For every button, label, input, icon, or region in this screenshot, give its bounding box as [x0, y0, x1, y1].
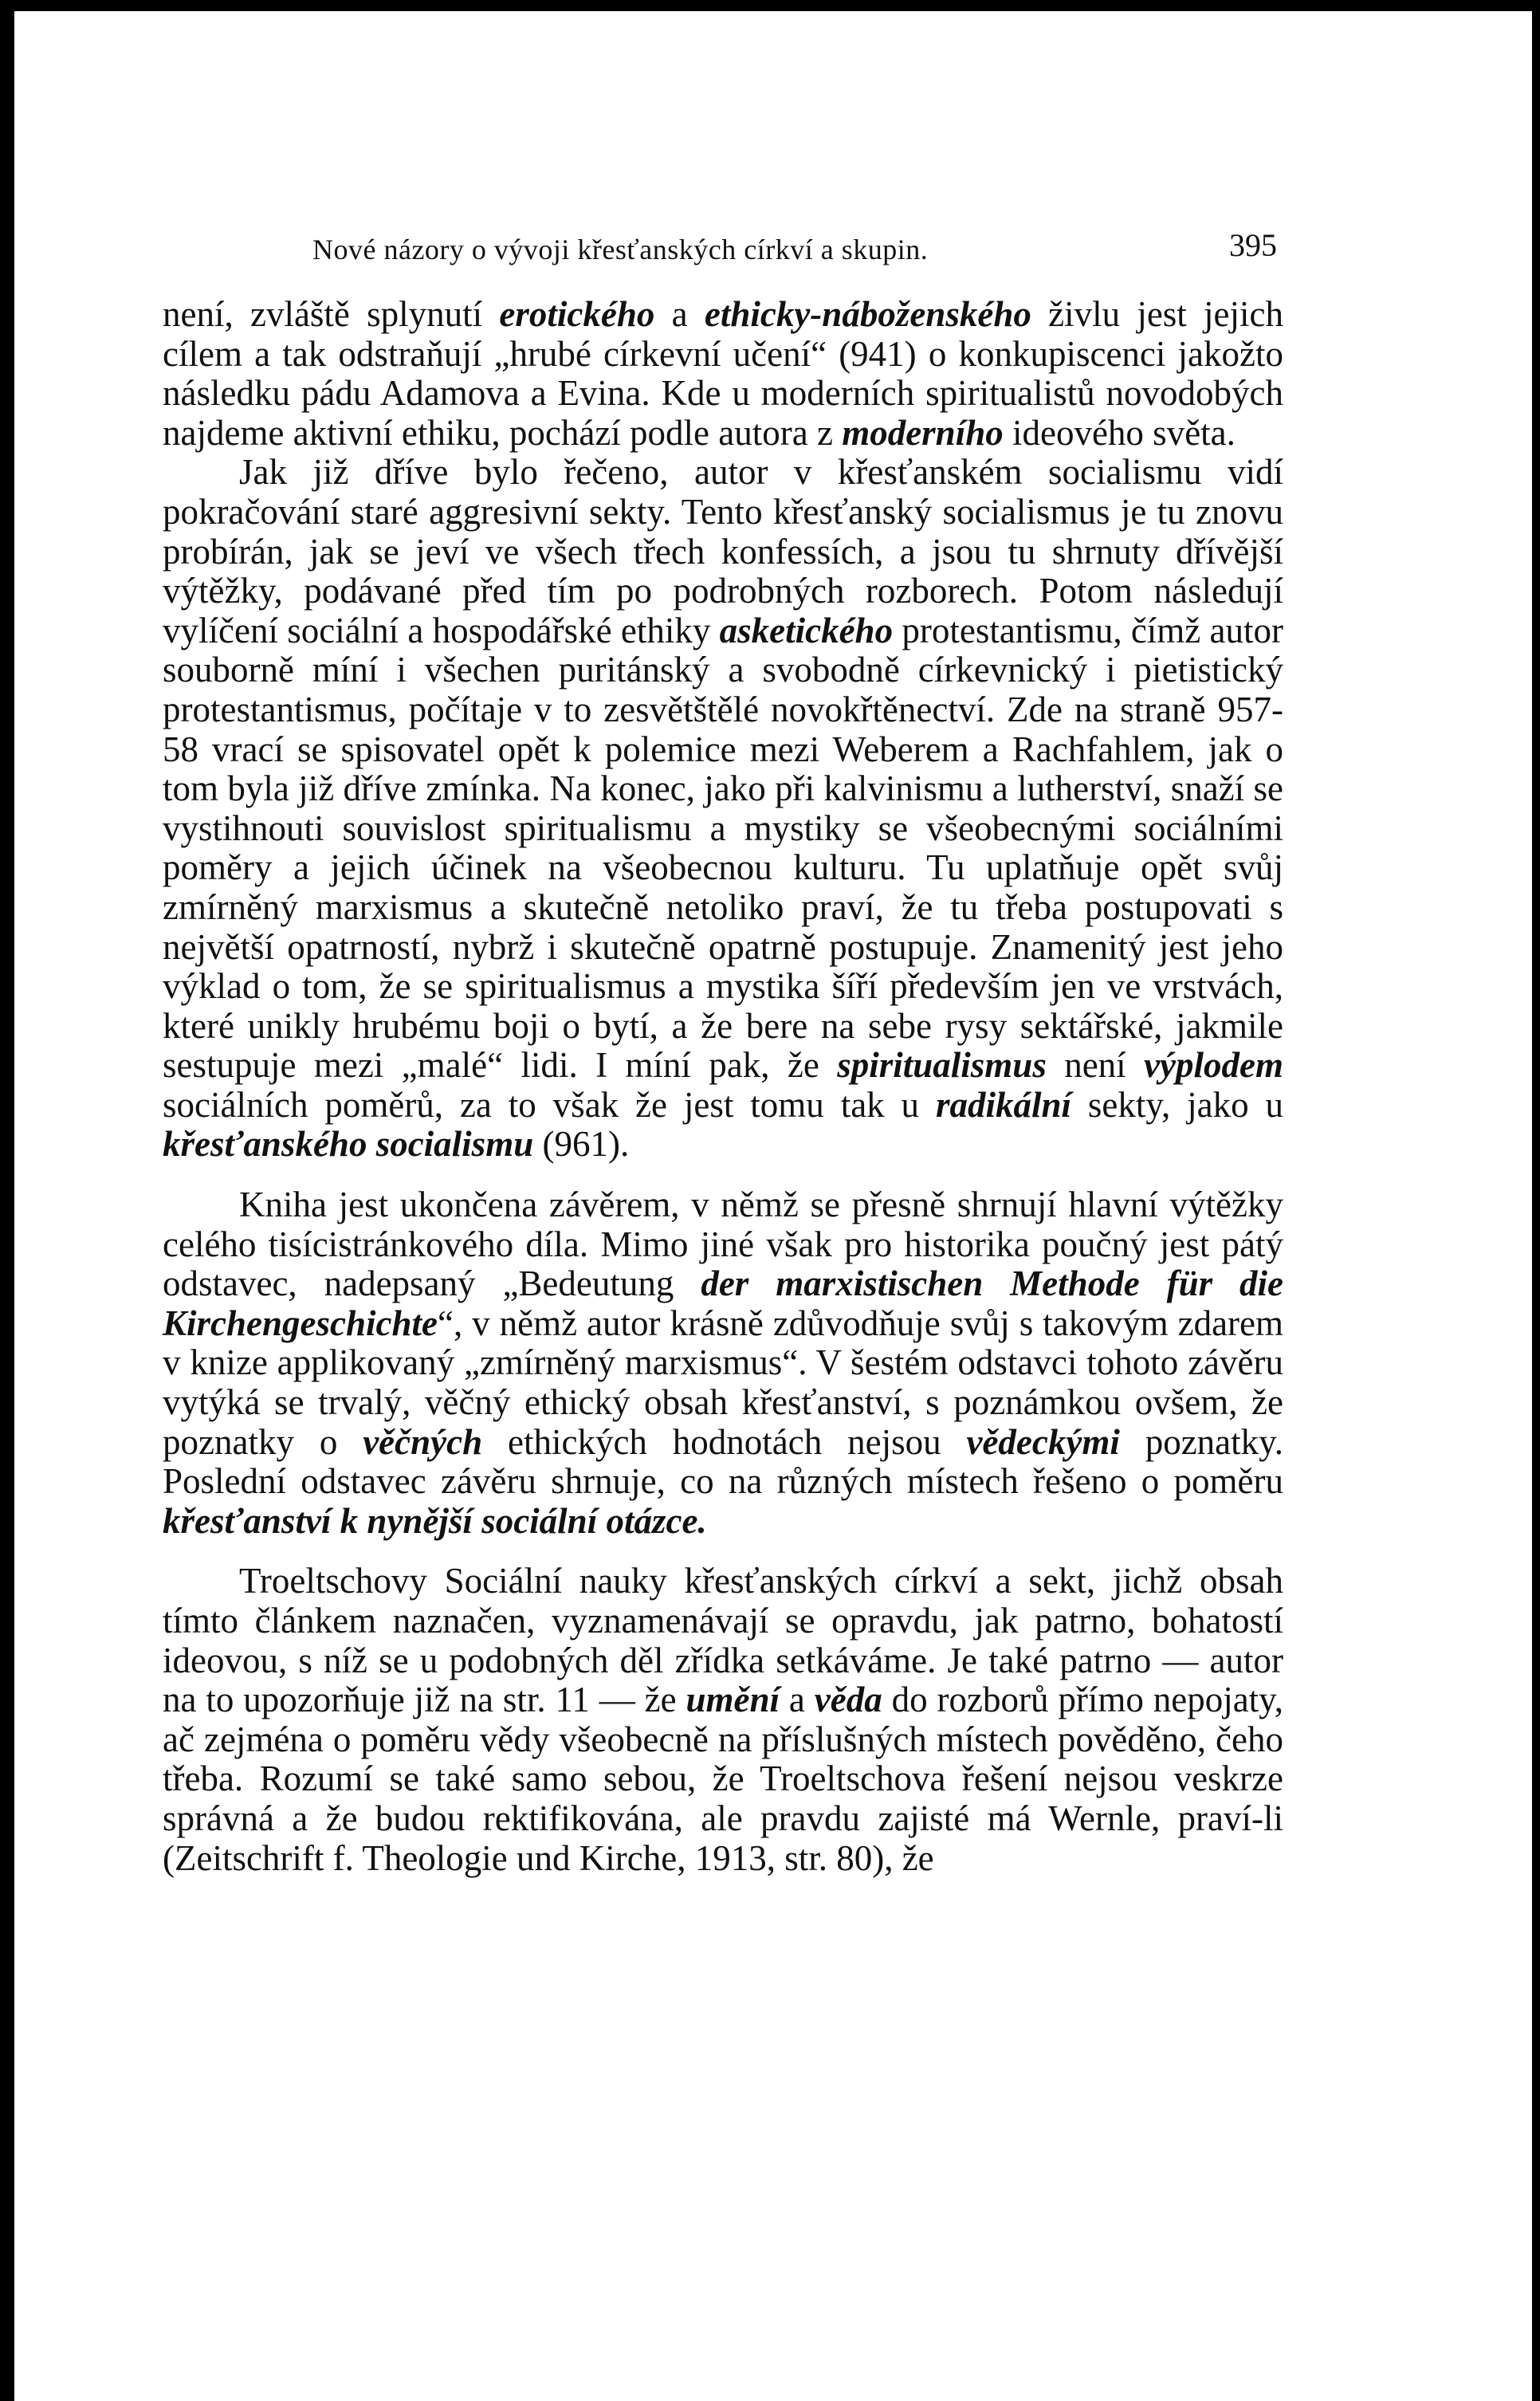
emphasized-text: věčných — [363, 1421, 483, 1462]
text-run: ethických hodnotách nejsou — [482, 1421, 967, 1462]
paragraph-4 — [163, 1562, 1283, 1878]
emphasized-text: křesťanského socialismu — [163, 1124, 534, 1165]
page-number: 395 — [1229, 227, 1277, 263]
emphasized-text: výplodem — [1144, 1045, 1283, 1086]
text-run: “, v němž autor krásně zdůvodňuje svůj s takovým zdarem v knize applikovaný „zmírněný marxismus“. V šestém odstavci tohoto závěru vytýká se trvalý, věčný ethický obsah křesťanství, s poznámkou ovšem, že poznatky o — [163, 1303, 1283, 1462]
emphasized-text: moderního — [842, 412, 1004, 453]
running-title: Nové názory o vývoji křesťanských církví a skupin. — [312, 234, 929, 265]
text-run: a — [780, 1680, 815, 1720]
emphasized-text: umění — [686, 1680, 780, 1720]
text-run: poznatky. Poslední odstavec závěru shrnuje, co na různých místech řešeno o poměru — [163, 1421, 1283, 1502]
text-run: živlu jest jejich cílem a tak odstraňují „hrubé církevní učení“ (941) o konkupiscenci jakožto následku pádu Adamova a Evina. Kde u moderních spiritualistů novodobých najdeme aktivní ethiku, pochází podle autora z — [163, 294, 1284, 453]
scan-border-left — [0, 0, 14, 2401]
text-run: není, zvláště splynutí — [163, 294, 500, 334]
text-run: Kniha jest ukončena závěrem, v němž se přesně shrnují hlavní výtěžky celého tisícistránkového díla. Mimo jiné však pro historika poučný jest pátý odstavec, nadepsaný „Bedeutung — [163, 1185, 1283, 1304]
scan-border-top — [0, 0, 1540, 11]
body-text — [163, 295, 1283, 1878]
text-run: Jak již dříve bylo řečeno, autor v křesťanském socialismu vidí pokračování staré aggresivní sekty. Tento křesťanský socialismus je tu znovu probírán, jak se jeví ve všech třech konfessích, a jsou tu shrnuty dřívější výtěžky, podávané před tím po podrobných rozborech. Potom následují vylíčení sociální a hospodářské ethiky — [163, 452, 1283, 650]
emphasized-text: der marxistischen Methode für die Kirchengeschichte — [163, 1263, 1283, 1343]
paragraph-1 — [163, 295, 1283, 453]
scan-border-right — [1532, 0, 1540, 2401]
paragraph-3 — [163, 1185, 1283, 1541]
text-run: (961). — [533, 1124, 630, 1165]
text-run: sekty, jako u — [1071, 1084, 1283, 1125]
emphasized-text: křesťanství k nynější sociální otázce. — [163, 1500, 707, 1541]
emphasized-text: spiritualismus — [837, 1045, 1047, 1086]
paragraph-2 — [163, 453, 1283, 1165]
emphasized-text: erotického — [499, 294, 655, 334]
text-run: není — [1046, 1045, 1145, 1086]
emphasized-text: radikální — [935, 1084, 1072, 1125]
text-run: do rozborů přímo nepojaty, ač zejména o poměru vědy všeobecně na příslušných místech pověděno, čeho třeba. Rozumí se také samo sebou, že Troeltschova řešení nejsou veskrze správná a že budou rektifikována, ale pravdu zajisté má Wernle, praví-li (Zeitschrift f. Theologie und Kirche, 1913, str. 80), že — [163, 1680, 1284, 1878]
emphasized-text: věda — [814, 1680, 882, 1720]
text-run: protestantismu, čímž autor souborně míní i všechen puritánský a svobodně církevnický i pietistický protestantismus, počítaje v to zesvětštělé novokřtěnectví. Zde na straně 957-58 vrací se spisovatel opět k polemice mezi Weberem a Rachfahlem, jak o tom byla již dříve zmínka. Na konec, jako při kalvinismu a lutherství, snaží se vystihnouti souvislost spiritualismu a mystiky se všeobecnými sociálními poměry a jejich účinek na všeobecnou kulturu. Tu uplatňuje opět svůj zmírněný marxismus a skutečně netoliko praví, že tu třeba postupovati s největší opatrností, nybrž i skutečně opatrně postupuje. Znamenitý jest jeho výklad o tom, že se spiritualismus a mystika šíří především jen ve vrstvách, které unikly hrubému boji o bytí, a že bere na sebe rysy sektářské, jakmile sestupuje mezi „malé“ lidi. I míní pak, že — [163, 610, 1283, 1086]
emphasized-text: ethicky-náboženského — [704, 294, 1031, 334]
text-run: sociálních poměrů, za to však že jest tomu tak u — [163, 1084, 936, 1125]
text-run: Troeltschovy Sociální nauky křesťanských církví a sekt, jichž obsah tímto článkem naznačen, vyznamenávají se opravdu, jak patrno, bohatostí ideovou, s níž se u podobných děl zřídka setkáváme. Je také patrno — autor na to upozorňuje již na str. 11 — že — [163, 1561, 1283, 1720]
text-run: a — [654, 294, 705, 334]
running-header — [312, 222, 1294, 269]
text-run: ideového světa. — [1003, 412, 1236, 453]
emphasized-text: asketického — [719, 610, 894, 650]
emphasized-text: vědeckými — [966, 1421, 1120, 1462]
